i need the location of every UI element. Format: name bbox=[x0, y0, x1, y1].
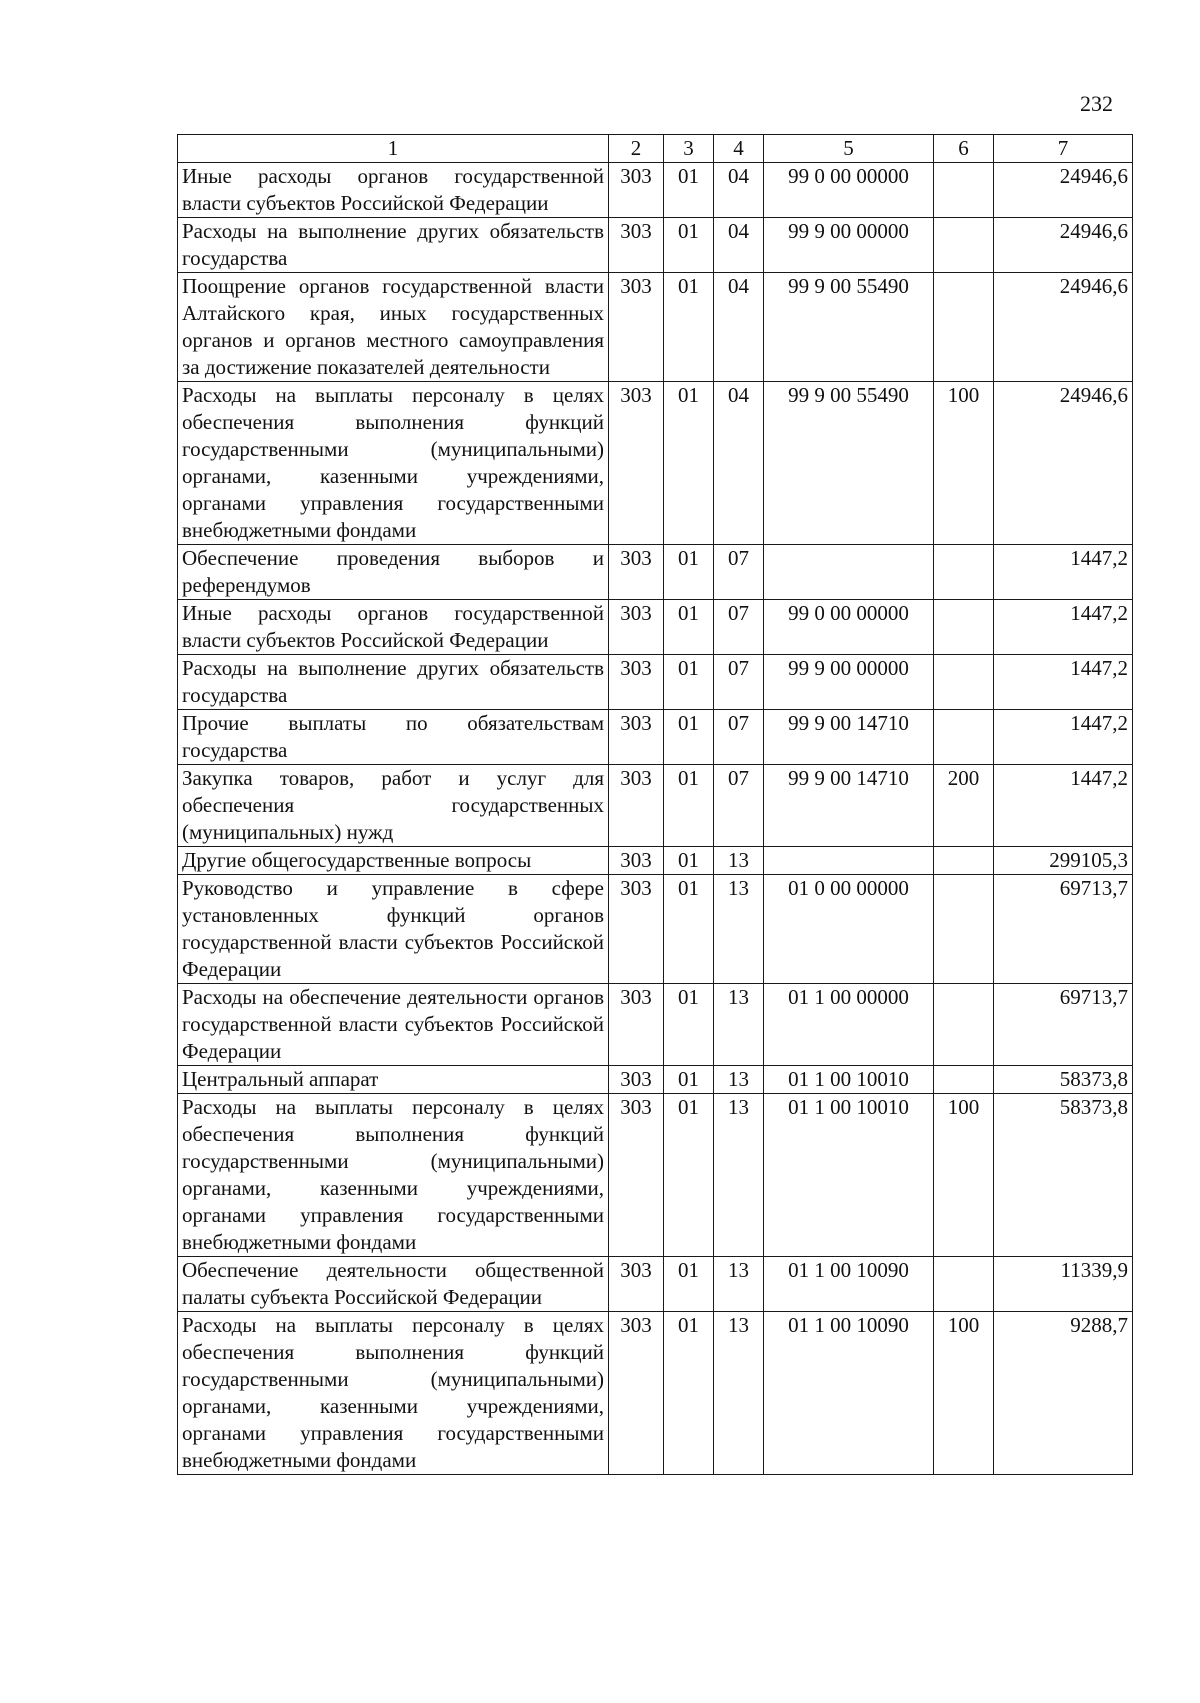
table-row bbox=[178, 1094, 1133, 1257]
expense-type-cell bbox=[934, 600, 994, 655]
subsection-code-cell: 13 bbox=[714, 847, 764, 875]
row-name-cell: Руководство и управление в сфере установленных функций органов государственной власти субъектов Российской Федерации bbox=[178, 875, 609, 984]
subsection-code-cell: 07 bbox=[714, 765, 764, 847]
target-article-cell: 99 0 00 00000 bbox=[764, 163, 934, 218]
expense-type-cell bbox=[934, 163, 994, 218]
subsection-code-cell: 07 bbox=[714, 600, 764, 655]
section-code-cell: 01 bbox=[664, 218, 714, 273]
target-article-cell: 99 9 00 14710 bbox=[764, 710, 934, 765]
expense-type-cell bbox=[934, 545, 994, 600]
target-article-cell: 01 1 00 00000 bbox=[764, 984, 934, 1066]
section-code-cell: 01 bbox=[664, 710, 714, 765]
subsection-code-cell: 13 bbox=[714, 875, 764, 984]
table-row bbox=[178, 984, 1133, 1066]
row-name-cell: Закупка товаров, работ и услуг для обеспечения государственных (муниципальных) нужд bbox=[178, 765, 609, 847]
amount-cell: 1447,2 bbox=[994, 765, 1133, 847]
amount-cell: 1447,2 bbox=[994, 710, 1133, 765]
admin-code-cell: 303 bbox=[609, 710, 664, 765]
expense-type-cell bbox=[934, 1257, 994, 1312]
target-article-cell: 01 1 00 10090 bbox=[764, 1257, 934, 1312]
target-article-cell: 99 9 00 00000 bbox=[764, 655, 934, 710]
admin-code-cell: 303 bbox=[609, 218, 664, 273]
expense-type-cell bbox=[934, 984, 994, 1066]
section-code-cell: 01 bbox=[664, 163, 714, 218]
table-row bbox=[178, 847, 1133, 875]
table-row bbox=[178, 710, 1133, 765]
row-name-cell: Расходы на выплаты персоналу в целях обеспечения выполнения функций государственными (муниципальными) органами, казенными учреждениями, органами управления государственными внебюджетными фондами bbox=[178, 382, 609, 545]
subsection-code-cell: 07 bbox=[714, 545, 764, 600]
section-code-cell: 01 bbox=[664, 847, 714, 875]
header-cell: 4 bbox=[714, 135, 764, 163]
expense-type-cell: 100 bbox=[934, 382, 994, 545]
table-row bbox=[178, 218, 1133, 273]
subsection-code-cell: 13 bbox=[714, 984, 764, 1066]
expense-type-cell bbox=[934, 710, 994, 765]
target-article-cell: 01 0 00 00000 bbox=[764, 875, 934, 984]
row-name-cell: Иные расходы органов государственной власти субъектов Российской Федерации bbox=[178, 600, 609, 655]
amount-cell: 1447,2 bbox=[994, 655, 1133, 710]
admin-code-cell: 303 bbox=[609, 984, 664, 1066]
target-article-cell: 01 1 00 10010 bbox=[764, 1066, 934, 1094]
header-cell: 7 bbox=[994, 135, 1133, 163]
section-code-cell: 01 bbox=[664, 1257, 714, 1312]
expense-type-cell bbox=[934, 218, 994, 273]
table-row bbox=[178, 382, 1133, 545]
target-article-cell: 99 9 00 55490 bbox=[764, 382, 934, 545]
header-cell: 5 bbox=[764, 135, 934, 163]
table-header-row bbox=[178, 135, 1133, 163]
subsection-code-cell: 07 bbox=[714, 710, 764, 765]
table-row bbox=[178, 545, 1133, 600]
expense-type-cell bbox=[934, 1066, 994, 1094]
amount-cell: 24946,6 bbox=[994, 382, 1133, 545]
table-row bbox=[178, 600, 1133, 655]
expense-type-cell: 200 bbox=[934, 765, 994, 847]
admin-code-cell: 303 bbox=[609, 1312, 664, 1475]
table-row bbox=[178, 163, 1133, 218]
expense-type-cell: 100 bbox=[934, 1312, 994, 1475]
budget-table bbox=[177, 134, 1133, 1475]
header-cell: 2 bbox=[609, 135, 664, 163]
page-number: 232 bbox=[1080, 91, 1113, 116]
expense-type-cell bbox=[934, 655, 994, 710]
row-name-cell: Расходы на выполнение других обязательств государства bbox=[178, 655, 609, 710]
section-code-cell: 01 bbox=[664, 545, 714, 600]
section-code-cell: 01 bbox=[664, 382, 714, 545]
section-code-cell: 01 bbox=[664, 765, 714, 847]
row-name-cell: Расходы на выплаты персоналу в целях обеспечения выполнения функций государственными (муниципальными) органами, казенными учреждениями, органами управления государственными внебюджетными фондами bbox=[178, 1312, 609, 1475]
admin-code-cell: 303 bbox=[609, 1257, 664, 1312]
amount-cell: 11339,9 bbox=[994, 1257, 1133, 1312]
amount-cell: 24946,6 bbox=[994, 163, 1133, 218]
row-name-cell: Обеспечение деятельности общественной палаты субъекта Российской Федерации bbox=[178, 1257, 609, 1312]
table-row bbox=[178, 1257, 1133, 1312]
expense-type-cell bbox=[934, 273, 994, 382]
admin-code-cell: 303 bbox=[609, 382, 664, 545]
table-row bbox=[178, 875, 1133, 984]
admin-code-cell: 303 bbox=[609, 600, 664, 655]
table-row bbox=[178, 273, 1133, 382]
row-name-cell: Иные расходы органов государственной власти субъектов Российской Федерации bbox=[178, 163, 609, 218]
expense-type-cell bbox=[934, 875, 994, 984]
admin-code-cell: 303 bbox=[609, 655, 664, 710]
subsection-code-cell: 04 bbox=[714, 163, 764, 218]
target-article-cell: 01 1 00 10090 bbox=[764, 1312, 934, 1475]
row-name-cell: Центральный аппарат bbox=[178, 1066, 609, 1094]
target-article-cell bbox=[764, 847, 934, 875]
target-article-cell: 99 0 00 00000 bbox=[764, 600, 934, 655]
admin-code-cell: 303 bbox=[609, 545, 664, 600]
subsection-code-cell: 13 bbox=[714, 1094, 764, 1257]
admin-code-cell: 303 bbox=[609, 163, 664, 218]
subsection-code-cell: 07 bbox=[714, 655, 764, 710]
admin-code-cell: 303 bbox=[609, 847, 664, 875]
row-name-cell: Расходы на выполнение других обязательств государства bbox=[178, 218, 609, 273]
expense-type-cell bbox=[934, 847, 994, 875]
admin-code-cell: 303 bbox=[609, 765, 664, 847]
section-code-cell: 01 bbox=[664, 1066, 714, 1094]
admin-code-cell: 303 bbox=[609, 1094, 664, 1257]
table-row bbox=[178, 655, 1133, 710]
target-article-cell bbox=[764, 545, 934, 600]
amount-cell: 299105,3 bbox=[994, 847, 1133, 875]
target-article-cell: 99 9 00 00000 bbox=[764, 218, 934, 273]
subsection-code-cell: 04 bbox=[714, 273, 764, 382]
amount-cell: 69713,7 bbox=[994, 984, 1133, 1066]
row-name-cell: Другие общегосударственные вопросы bbox=[178, 847, 609, 875]
section-code-cell: 01 bbox=[664, 1312, 714, 1475]
amount-cell: 58373,8 bbox=[994, 1094, 1133, 1257]
amount-cell: 1447,2 bbox=[994, 545, 1133, 600]
section-code-cell: 01 bbox=[664, 875, 714, 984]
table-row bbox=[178, 1312, 1133, 1475]
section-code-cell: 01 bbox=[664, 273, 714, 382]
section-code-cell: 01 bbox=[664, 1094, 714, 1257]
subsection-code-cell: 13 bbox=[714, 1312, 764, 1475]
header-cell: 3 bbox=[664, 135, 714, 163]
amount-cell: 24946,6 bbox=[994, 218, 1133, 273]
table-row bbox=[178, 765, 1133, 847]
admin-code-cell: 303 bbox=[609, 273, 664, 382]
subsection-code-cell: 13 bbox=[714, 1257, 764, 1312]
row-name-cell: Обеспечение проведения выборов и референдумов bbox=[178, 545, 609, 600]
table-row bbox=[178, 1066, 1133, 1094]
section-code-cell: 01 bbox=[664, 984, 714, 1066]
row-name-cell: Расходы на выплаты персоналу в целях обеспечения выполнения функций государственными (муниципальными) органами, казенными учреждениями, органами управления государственными внебюджетными фондами bbox=[178, 1094, 609, 1257]
subsection-code-cell: 04 bbox=[714, 382, 764, 545]
target-article-cell: 99 9 00 55490 bbox=[764, 273, 934, 382]
target-article-cell: 01 1 00 10010 bbox=[764, 1094, 934, 1257]
section-code-cell: 01 bbox=[664, 655, 714, 710]
subsection-code-cell: 04 bbox=[714, 218, 764, 273]
amount-cell: 9288,7 bbox=[994, 1312, 1133, 1475]
expense-type-cell: 100 bbox=[934, 1094, 994, 1257]
row-name-cell: Прочие выплаты по обязательствам государства bbox=[178, 710, 609, 765]
amount-cell: 69713,7 bbox=[994, 875, 1133, 984]
row-name-cell: Расходы на обеспечение деятельности органов государственной власти субъектов Российской Федерации bbox=[178, 984, 609, 1066]
row-name-cell: Поощрение органов государственной власти Алтайского края, иных государственных органов и органов местного самоуправления за достижение показателей деятельности bbox=[178, 273, 609, 382]
header-cell: 1 bbox=[178, 135, 609, 163]
amount-cell: 58373,8 bbox=[994, 1066, 1133, 1094]
header-cell: 6 bbox=[934, 135, 994, 163]
subsection-code-cell: 13 bbox=[714, 1066, 764, 1094]
amount-cell: 24946,6 bbox=[994, 273, 1133, 382]
section-code-cell: 01 bbox=[664, 600, 714, 655]
admin-code-cell: 303 bbox=[609, 875, 664, 984]
amount-cell: 1447,2 bbox=[994, 600, 1133, 655]
target-article-cell: 99 9 00 14710 bbox=[764, 765, 934, 847]
admin-code-cell: 303 bbox=[609, 1066, 664, 1094]
